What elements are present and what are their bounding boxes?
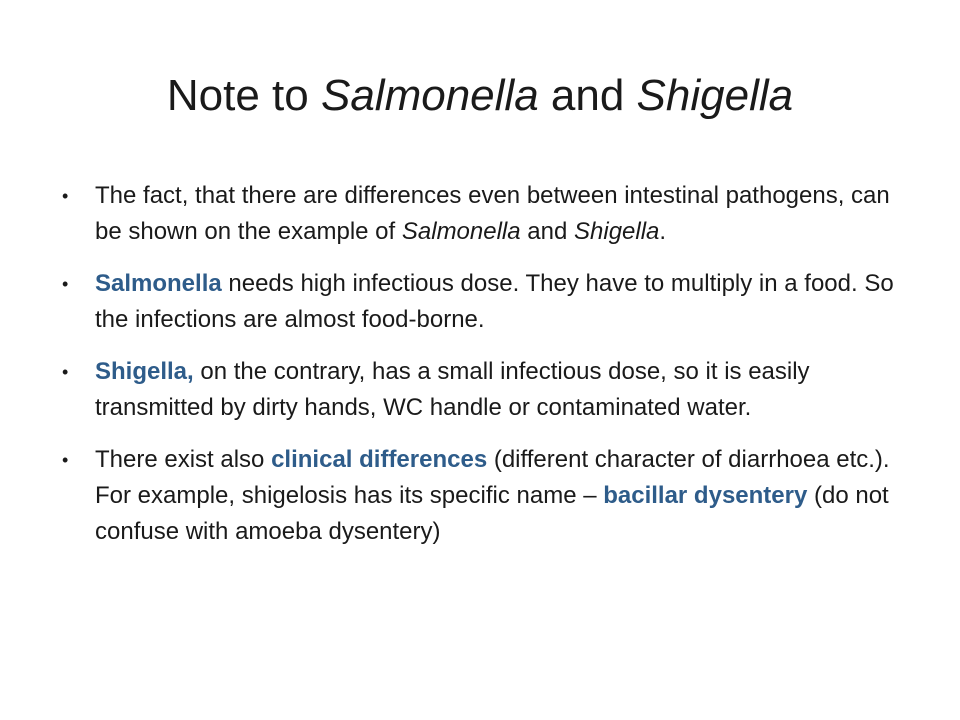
bullet-text xyxy=(95,178,908,250)
text-segment: Salmonella xyxy=(401,218,521,245)
bullet-item xyxy=(62,266,908,338)
title-segment: Salmonella xyxy=(320,71,539,120)
bullet-dot-icon: • xyxy=(62,186,69,206)
bullet-dot-icon: • xyxy=(62,362,69,382)
text-segment: (do not confuse with amoeba dysentery) xyxy=(95,482,889,545)
bullet-text xyxy=(95,354,908,426)
bullet-item xyxy=(62,442,908,550)
bullet-text xyxy=(95,266,908,338)
title-segment: Shigella xyxy=(636,71,794,120)
text-segment: (different character of diarrhoea etc.). For example, shigelosis has its specific name – xyxy=(95,446,890,509)
title-segment: and xyxy=(538,71,637,120)
highlighted-term: Shigella, xyxy=(95,358,194,385)
text-segment: and xyxy=(520,218,574,245)
bullet-dot-icon: • xyxy=(62,274,69,294)
highlighted-term: clinical differences xyxy=(271,446,488,473)
text-segment: The fact, that there are differences even between intestinal pathogens, can be shown on the example of xyxy=(95,182,890,245)
bullet-dot-icon: • xyxy=(62,450,69,470)
text-segment: needs high infectious dose. They have to multiply in a food. So the infections are almost food-borne. xyxy=(95,270,894,333)
bullet-list xyxy=(62,178,908,566)
title-segment: Note to xyxy=(166,71,321,120)
bullet-item xyxy=(62,354,908,426)
slide-title xyxy=(0,58,960,134)
text-segment: on the contrary, has a small infectious dose, so it is easily transmitted by dirty hands, WC handle or contaminated water. xyxy=(95,358,810,421)
bullet-item xyxy=(62,178,908,250)
text-segment: There exist also xyxy=(95,446,272,473)
highlighted-term: bacillar dysentery xyxy=(603,482,808,509)
bullet-text xyxy=(95,442,908,550)
text-segment: Shigella xyxy=(574,218,660,245)
text-segment: . xyxy=(659,218,667,245)
highlighted-term: Salmonella xyxy=(95,270,222,297)
